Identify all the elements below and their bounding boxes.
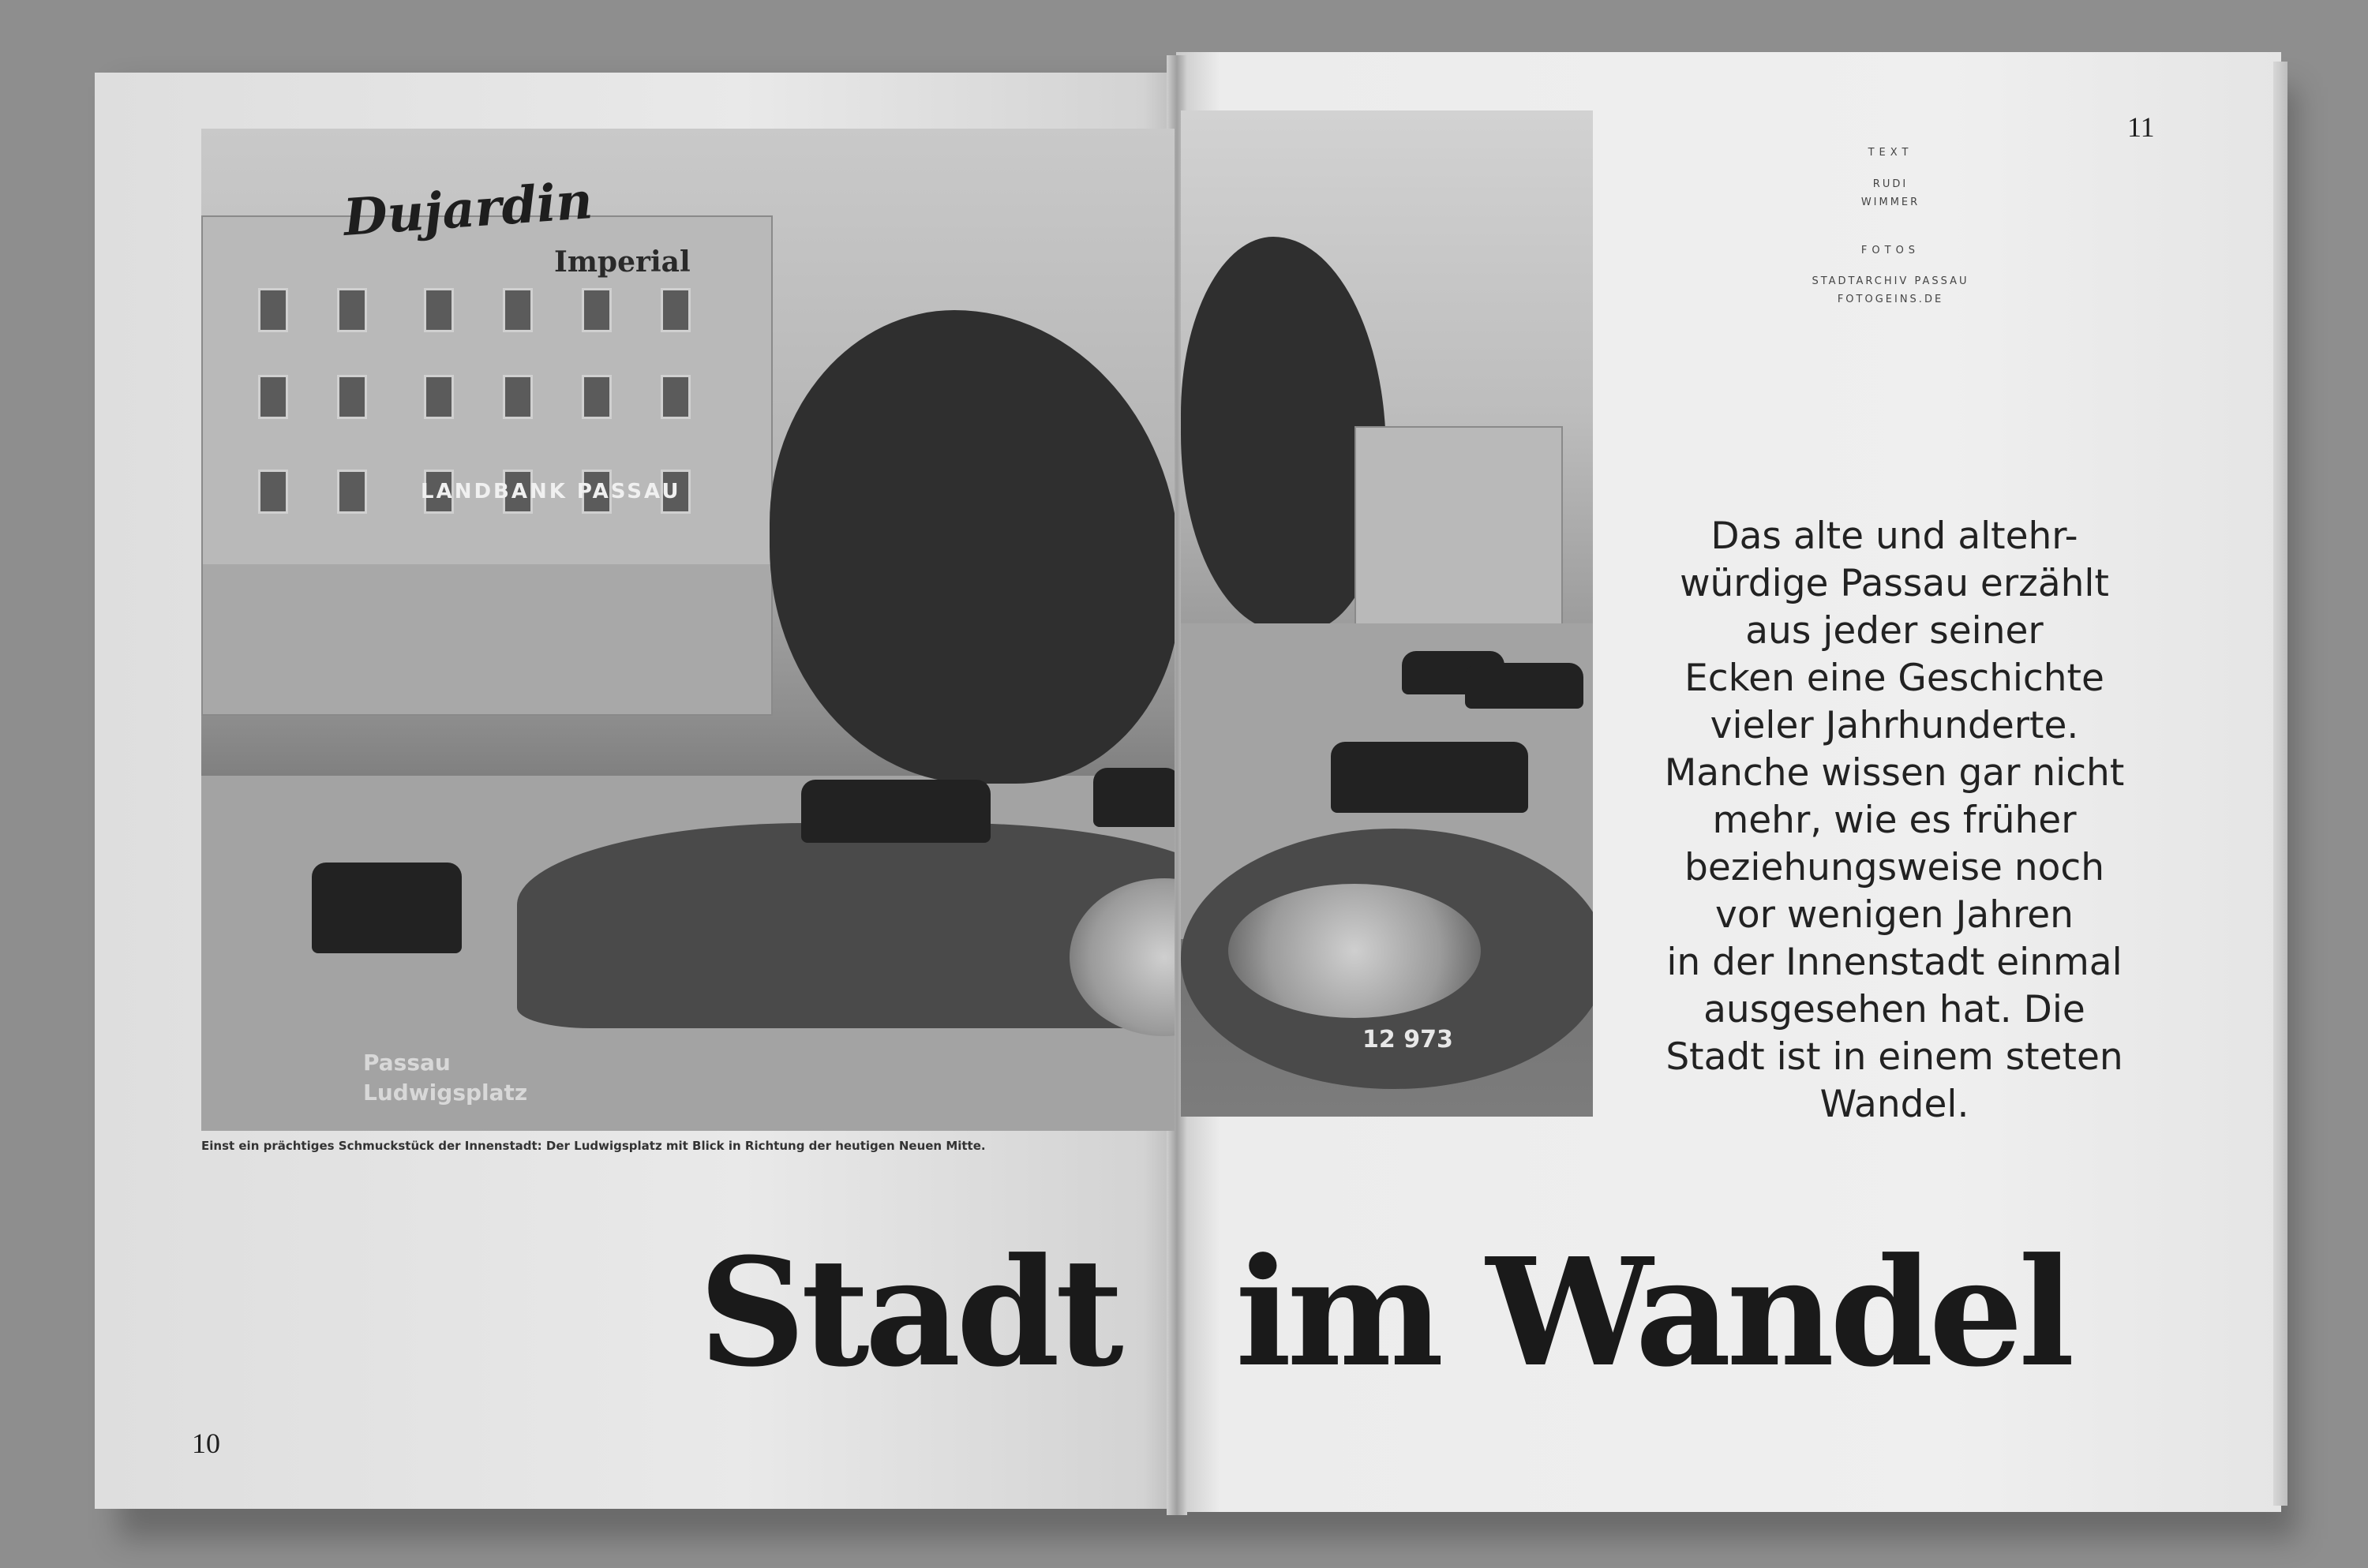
car [1331, 742, 1528, 813]
trees [770, 310, 1175, 784]
headline-stadt: Stadt [699, 1226, 1119, 1400]
square-photo [1181, 110, 1593, 1117]
car [1093, 768, 1175, 827]
page-number-right: 11 [2127, 111, 2155, 143]
intro-line: mehr, wie es früher [1712, 799, 2077, 842]
intro-line: Ecken eine Geschichte [1684, 657, 2104, 700]
intro-line: Das alte und altehr- [1710, 515, 2078, 558]
car [801, 780, 991, 843]
intro-line: vieler Jahrhunderte. [1710, 704, 2079, 747]
flower-bed [1228, 884, 1481, 1018]
credit-text-label: TEXT [1868, 147, 1913, 159]
intro-line: vor wenigen Jahren [1715, 893, 2074, 937]
dujardin-sign: Dujardin [341, 171, 595, 248]
headline-im-wandel: im Wandel [1235, 1226, 2070, 1400]
credit-fotos-label: FOTOS [1860, 245, 1920, 256]
intro-line: beziehungsweise noch [1684, 846, 2104, 889]
photo-caption: Einst ein prächtiges Schmuckstück der Innenstadt: Der Ludwigsplatz mit Blick in Richtung der heutigen Neuen Mitte. [201, 1139, 986, 1153]
intro-line: Wandel. [1819, 1083, 1969, 1126]
photo-label [363, 1048, 527, 1108]
intro-line: aus jeder seiner [1745, 609, 2044, 653]
photo-label-line2: Ludwigsplatz [363, 1080, 528, 1106]
bank-sign: LANDBANK PASSAU [421, 480, 681, 503]
intro-line: würdige Passau erzählt [1680, 562, 2109, 605]
credit-photo-source-line2: FOTOGEINS.DE [1837, 294, 1944, 305]
credit-photo-source-line1: STADTARCHIV PASSAU [1812, 275, 1969, 287]
imperial-sign: Imperial [554, 245, 691, 279]
building [1354, 426, 1563, 634]
intro-line: in der Innenstadt einmal [1666, 941, 2123, 984]
photo-label-line1: Passau [363, 1050, 451, 1076]
car [312, 863, 462, 953]
page-stack-edge [2273, 62, 2287, 1506]
credit-author-line1: RUDI [1872, 178, 1909, 190]
credit-author [1772, 175, 2009, 211]
intro-paragraph [1610, 513, 2179, 1128]
page-number-left: 10 [192, 1428, 220, 1459]
intro-line: Manche wissen gar nicht [1664, 751, 2125, 795]
photo-number: 12 973 [1362, 1026, 1453, 1053]
intro-line: ausgesehen hat. Die [1703, 988, 2085, 1031]
car [1465, 663, 1583, 709]
hotel-building [201, 215, 773, 716]
ludwigsplatz-photo [201, 129, 1175, 1131]
credit-author-line2: WIMMER [1860, 196, 1920, 208]
intro-line: Stadt ist in einem steten [1665, 1035, 2123, 1079]
lawn [517, 823, 1175, 1028]
credit-photo-source [1772, 272, 2009, 309]
